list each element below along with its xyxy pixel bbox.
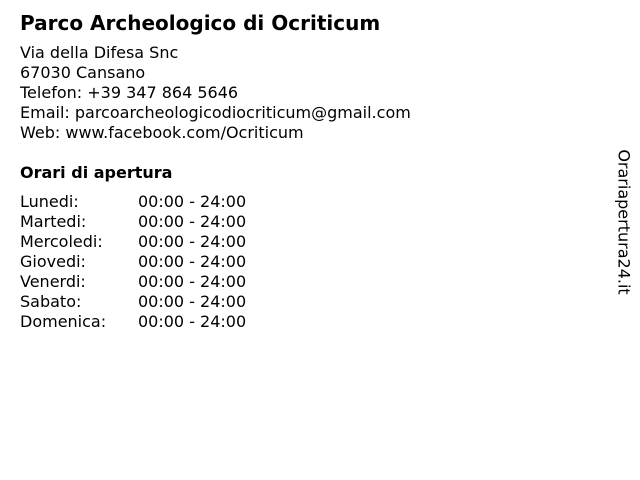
website-address: Web: www.facebook.com/Ocriticum <box>20 123 304 142</box>
hours-row-friday <box>20 272 580 292</box>
day-label: Sabato: <box>20 292 82 311</box>
day-label: Domenica: <box>20 312 107 331</box>
day-label: Lunedi: <box>20 192 79 211</box>
day-label: Martedi: <box>20 212 87 231</box>
time-range: 00:00 - 24:00 <box>138 192 247 211</box>
day-label: Venerdi: <box>20 272 86 291</box>
email-address: Email: parcoarcheologicodiocriticum@gmail.com <box>20 103 411 122</box>
opening-hours-title: Orari di apertura <box>20 163 173 182</box>
postal-city: 67030 Cansano <box>20 63 146 82</box>
site-brand-vertical <box>609 134 639 309</box>
hours-row-tuesday <box>20 212 580 232</box>
time-range: 00:00 - 24:00 <box>138 212 247 231</box>
place-details <box>20 9 580 332</box>
hours-row-saturday <box>20 292 580 312</box>
street-address: Via della Difesa Snc <box>20 43 179 62</box>
hours-row-wednesday <box>20 232 580 252</box>
day-label: Giovedi: <box>20 252 86 271</box>
time-range: 00:00 - 24:00 <box>138 232 247 251</box>
place-title: Parco Archeologico di Ocriticum <box>20 11 381 35</box>
time-range: 00:00 - 24:00 <box>138 312 247 331</box>
day-label: Mercoledi: <box>20 232 103 251</box>
phone-number: Telefon: +39 347 864 5646 <box>20 83 239 102</box>
time-range: 00:00 - 24:00 <box>138 272 247 291</box>
time-range: 00:00 - 24:00 <box>138 292 247 311</box>
site-brand-text: Orariapertura24.it <box>615 148 634 295</box>
hours-row-thursday <box>20 252 580 272</box>
hours-row-monday <box>20 192 580 212</box>
time-range: 00:00 - 24:00 <box>138 252 247 271</box>
hours-row-sunday <box>20 312 580 332</box>
